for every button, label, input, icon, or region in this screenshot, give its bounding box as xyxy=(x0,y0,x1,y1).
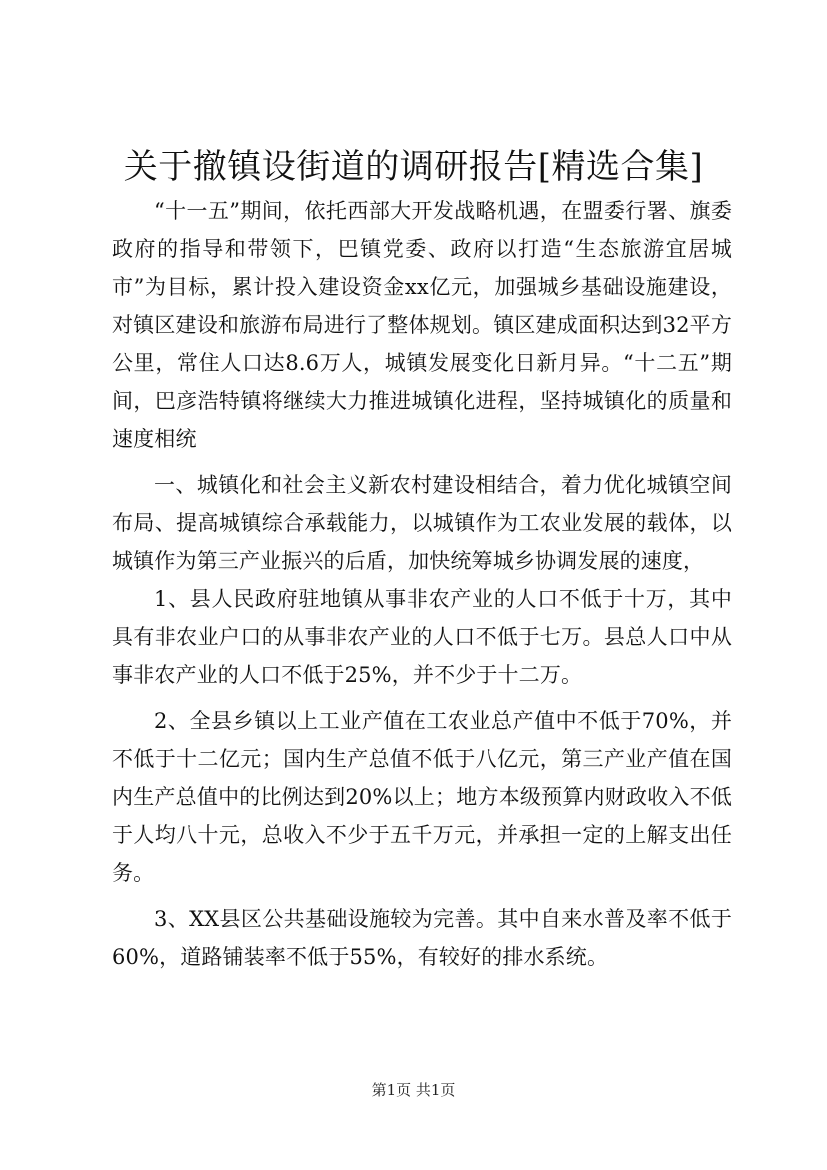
paragraph-section-one: 一、城镇化和社会主义新农村建设相结合，着力优化城镇空间布局、提高城镇综合承载能力，以城镇作为工农业发展的载体，以城镇作为第三产业振兴的后盾，加快统筹城乡协调发展的速度， xyxy=(112,473,732,573)
document-body xyxy=(112,192,732,976)
document-title: 关于撤镇设街道的调研报告[精选合集] xyxy=(123,147,704,187)
paragraph-item-2: 2、全县乡镇以上工业产值在工农业总产值中不低于70%，并不低于十二亿元；国内生产总值不低于八亿元，第三产业产值在国内生产总值中的比例达到20%以上；地方本级预算内财政收入不低于人均八十元，总收入不少于五千万元，并承担一定的上解支出任务。 xyxy=(112,709,732,885)
paragraph-item-1: 1、县人民政府驻地镇从事非农产业的人口不低于十万，其中具有非农业户口的从事非农产业的人口不低于七万。县总人口中从事非农产业的人口不低于25%，并不少于十二万。 xyxy=(112,587,732,687)
paragraph-item-3: 3、XX县区公共基础设施较为完善。其中自来水普及率不低于60%，道路铺装率不低于55%，有较好的排水系统。 xyxy=(112,907,732,969)
page-footer: 第1页 共1页 xyxy=(371,1081,456,1099)
paragraph-intro: “十一五”期间，依托西部大开发战略机遇，在盟委行署、旗委政府的指导和带领下，巴镇党委、政府以打造“生态旅游宜居城市”为目标，累计投入建设资金xx亿元，加强城乡基础设施建设，对镇区建设和旅游布局进行了整体规划。镇区建成面积达到32平方公里，常住人口达8.6万人，城镇发展变化日新月异。“十二五”期间，巴彦浩特镇将继续大力推进城镇化进程，坚持城镇化的质量和速度相统 xyxy=(112,199,732,451)
